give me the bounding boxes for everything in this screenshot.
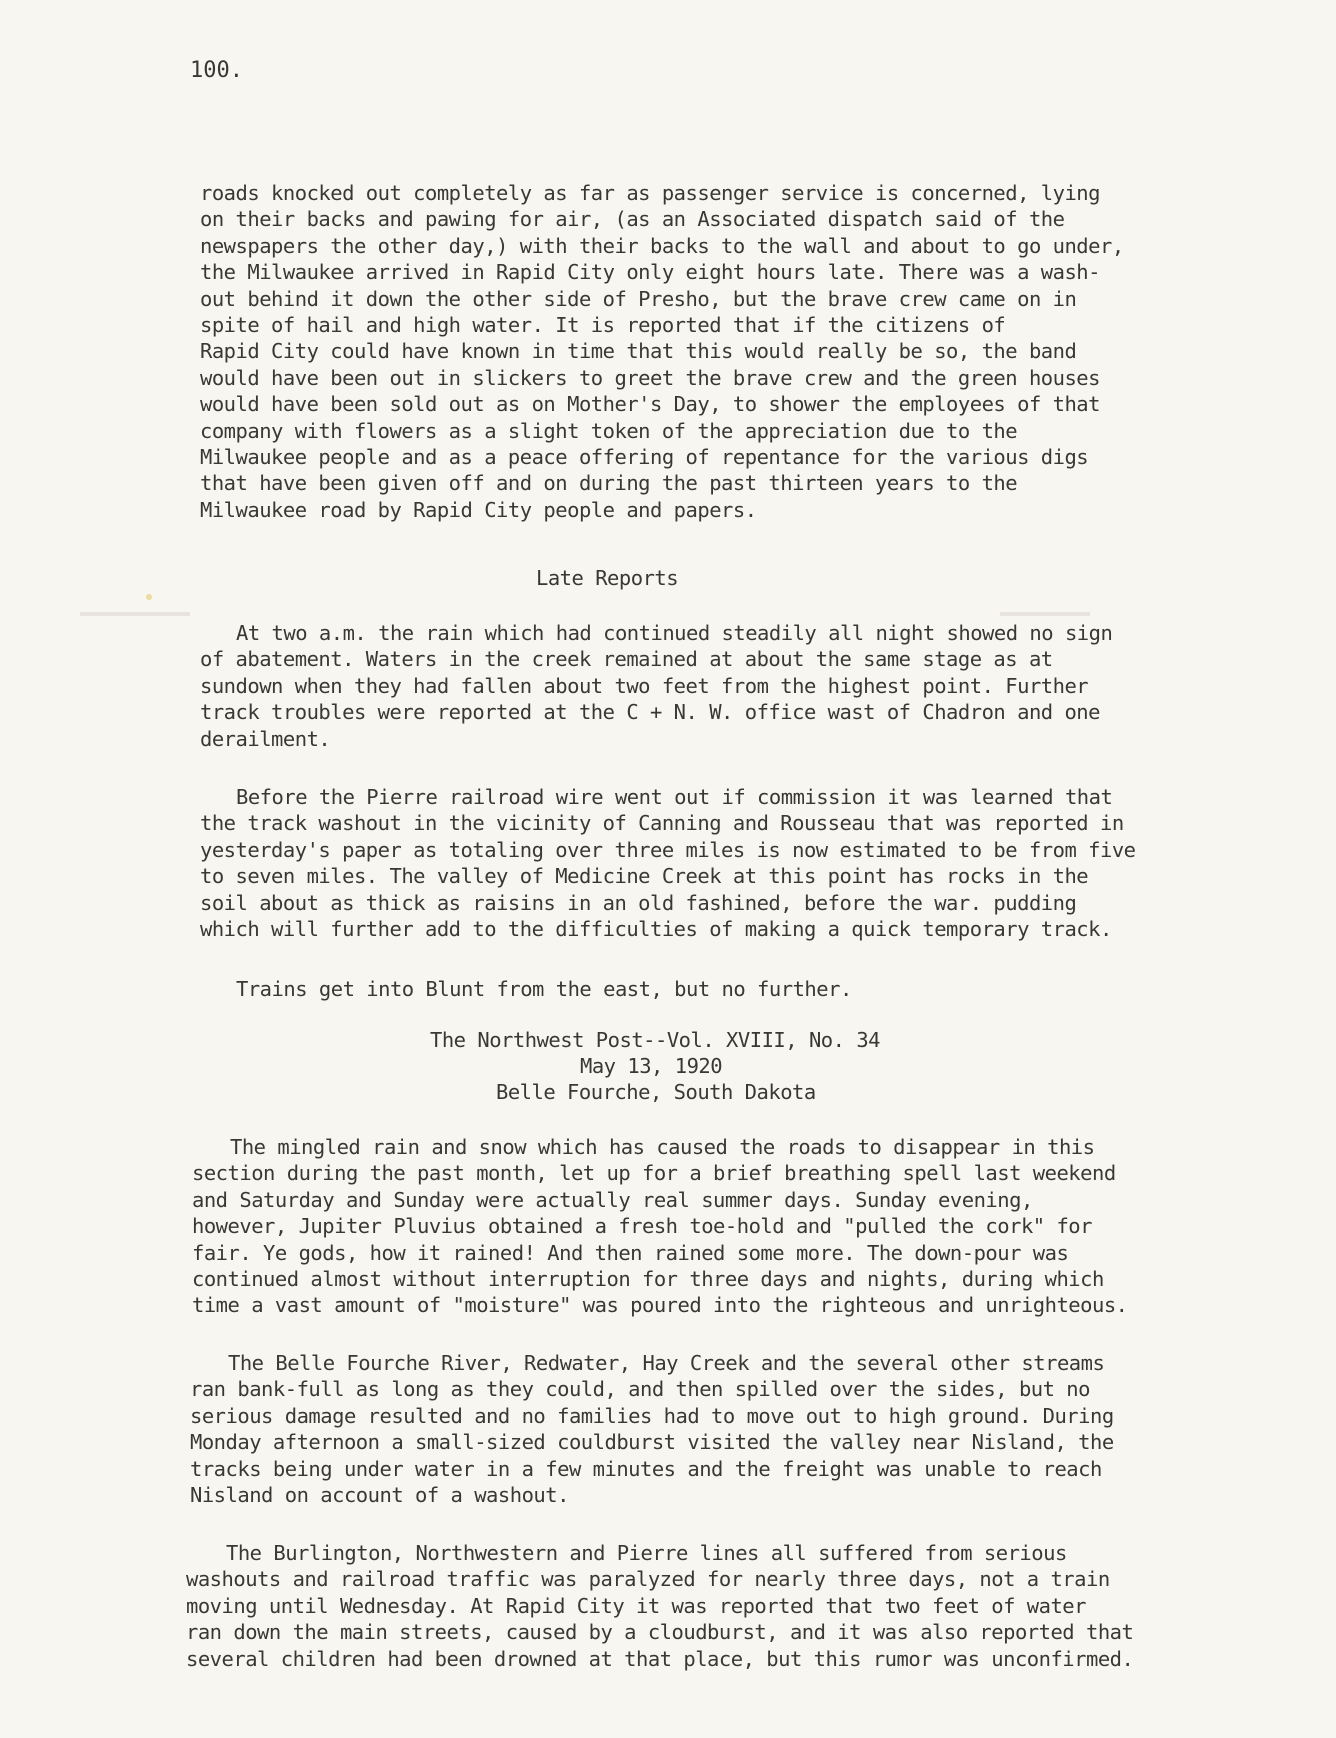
source-location: Belle Fourche, South Dakota xyxy=(496,1080,816,1104)
text-line: Trains get into Blunt from the east, but no further. xyxy=(236,977,852,1001)
text-line: the track washout in the vicinity of Canning and Rousseau that was reported in xyxy=(200,811,1124,836)
text-line: The Burlington, Northwestern and Pierre lines all suffered from serious xyxy=(226,1541,1067,1565)
text-line: spite of hail and high water. It is reported that if the citizens of xyxy=(200,312,1006,337)
paragraph-5 xyxy=(192,1134,1262,1319)
text-line: At two a.m. the rain which had continued steadily all night showed no sign xyxy=(236,621,1113,645)
paragraph-2 xyxy=(200,620,1270,752)
text-line: which will further add to the difficulties of making a quick temporary track. xyxy=(200,916,1112,941)
page-number: 100. xyxy=(190,58,243,83)
text-line: would have been out in slickers to greet the brave crew and the green houses xyxy=(200,365,1100,390)
text-line: time a vast amount of "moisture" was poured into the righteous and unrighteous. xyxy=(192,1293,1128,1318)
source-title: The Northwest Post--Vol. XVIII, No. 34 xyxy=(430,1028,880,1052)
text-line: soil about as thick as raisins in an old fashined, before the war. pudding xyxy=(200,890,1077,915)
paper-mark xyxy=(1000,612,1090,616)
text-line: fair. Ye gods, how it rained! And then rained some more. The down-pour was xyxy=(192,1240,1069,1265)
text-line: roads knocked out completely as far as passenger service is concerned, lying xyxy=(200,181,1100,205)
text-line: section during the past month, let up for a brief breathing spell last weekend xyxy=(192,1161,1116,1186)
text-line: moving until Wednesday. At Rapid City it was reported that two feet of water xyxy=(186,1593,1086,1618)
text-line: The Belle Fourche River, Redwater, Hay Creek and the several other streams xyxy=(228,1351,1105,1375)
text-line: tracks being under water in a few minutes and the freight was unable to reach xyxy=(190,1456,1102,1481)
text-line: sundown when they had fallen about two feet from the highest point. Further xyxy=(200,673,1089,698)
paper-mark xyxy=(80,612,190,616)
text-line: to seven miles. The valley of Medicine Creek at this point has rocks in the xyxy=(200,864,1089,889)
text-line: washouts and railroad traffic was paralyzed for nearly three days, not a train xyxy=(186,1567,1110,1592)
source-date: May 13, 1920 xyxy=(580,1054,723,1078)
text-line: would have been sold out as on Mother's Day, to shower the employees of that xyxy=(200,392,1100,417)
paragraph-4 xyxy=(200,976,1270,1002)
text-line: Milwaukee people and as a peace offering of repentance for the various digs xyxy=(200,444,1089,469)
text-line: ran bank-full as long as they could, and then spilled over the sides, but no xyxy=(190,1377,1090,1402)
text-line: serious damage resulted and no families had to move out to high ground. During xyxy=(190,1403,1114,1428)
paper-stain xyxy=(146,594,152,600)
text-line: newspapers the other day,) with their backs to the wall and about to go under, xyxy=(200,233,1124,258)
text-line: several children had been drowned at that place, but this rumor was unconfirmed. xyxy=(186,1646,1134,1671)
text-line: out behind it down the other side of Presho, but the brave crew came on in xyxy=(200,286,1077,311)
text-line: derailment. xyxy=(200,726,331,751)
paragraph-6 xyxy=(190,1350,1260,1508)
text-line: The mingled rain and snow which has caused the roads to disappear in this xyxy=(230,1135,1095,1159)
text-line: Rapid City could have known in time that this would really be so, the band xyxy=(200,339,1077,364)
text-line: of abatement. Waters in the creek remained at about the same stage as at xyxy=(200,647,1053,672)
text-line: Before the Pierre railroad wire went out if commission it was learned that xyxy=(236,785,1113,809)
text-line: that have been given off and on during the past thirteen years to the xyxy=(200,471,1018,496)
text-line: and Saturday and Sunday were actually real summer days. Sunday evening, xyxy=(192,1187,1033,1212)
text-line: Milwaukee road by Rapid City people and papers. xyxy=(200,497,757,522)
paragraph-3 xyxy=(200,784,1270,942)
text-line: company with flowers as a slight token of the appreciation due to the xyxy=(200,418,1018,443)
text-line: the Milwaukee arrived in Rapid City only eight hours late. There was a wash- xyxy=(200,260,1100,285)
text-line: track troubles were reported at the C + N. W. office wast of Chadron and one xyxy=(200,700,1100,725)
paragraph-7 xyxy=(186,1540,1256,1672)
text-line: continued almost without interruption for three days and nights, during which xyxy=(192,1266,1104,1291)
text-line: Monday afternoon a small-sized couldburst visited the valley near Nisland, the xyxy=(190,1430,1114,1455)
text-line: ran down the main streets, caused by a cloudburst, and it was also reported that xyxy=(186,1620,1134,1645)
paragraph-1 xyxy=(200,180,1270,523)
text-line: however, Jupiter Pluvius obtained a fresh toe-hold and "pulled the cork" for xyxy=(192,1214,1092,1239)
text-line: yesterday's paper as totaling over three miles is now estimated to be from five xyxy=(200,837,1136,862)
text-line: Nisland on account of a washout. xyxy=(190,1482,569,1507)
section-heading: Late Reports xyxy=(536,566,679,590)
text-line: on their backs and pawing for air, (as an Associated dispatch said of the xyxy=(200,207,1065,232)
